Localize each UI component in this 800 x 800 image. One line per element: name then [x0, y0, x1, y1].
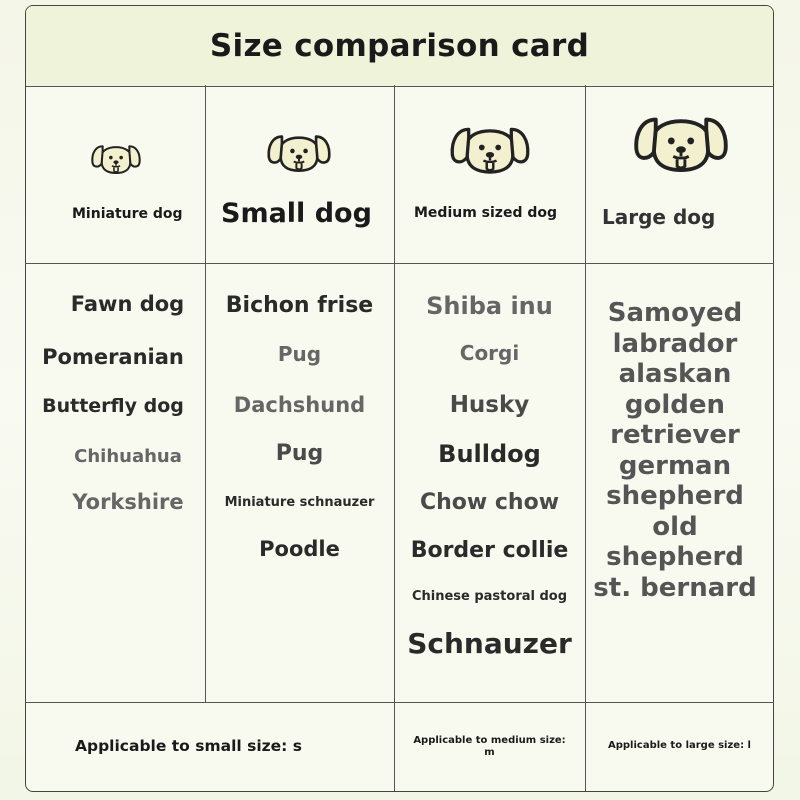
breed-item: Bichon frise [225, 293, 374, 318]
dog-face-icon [449, 116, 531, 174]
footer-medium-size-line2: m [484, 747, 495, 758]
row-divider [25, 702, 774, 703]
breed-item: Pug [277, 342, 322, 366]
column-header-medium: Medium sized dog [414, 205, 558, 221]
breed-item: labrador [612, 328, 738, 359]
breed-item: Butterfly dog [42, 395, 184, 417]
column-divider [394, 85, 395, 791]
breed-item: golden [624, 389, 726, 420]
breed-item: Dachshund [233, 393, 366, 417]
column-divider [585, 85, 586, 791]
breed-item: Shiba inu [426, 292, 553, 320]
large-breed-list [587, 298, 763, 603]
breed-item: Chihuahua [74, 446, 182, 467]
breed-item: alaskan [618, 359, 732, 389]
footer-medium-size-line1: Applicable to medium size: [413, 735, 566, 746]
breed-item: Bulldog [438, 440, 541, 468]
breed-item: Chow chow [419, 490, 560, 515]
breed-item: Poodle [259, 537, 340, 561]
breed-item: old [652, 511, 698, 542]
breed-item: Yorkshire [72, 490, 184, 514]
breed-item: Schnauzer [407, 627, 572, 660]
breed-item: st. bernard [593, 572, 757, 603]
breed-item: Pomeranian [42, 345, 184, 369]
dog-face-icon [90, 138, 142, 174]
breed-item: Chinese pastoral dog [411, 589, 568, 604]
breed-item: Pug [275, 441, 324, 466]
breed-item: retriever [610, 420, 740, 450]
breed-item: Husky [449, 392, 530, 418]
breed-item: shepherd [606, 542, 744, 572]
card-title: Size comparison card [209, 28, 590, 64]
row-divider [25, 263, 774, 264]
column-header-large: Large dog [602, 205, 716, 229]
breed-item: german [618, 450, 732, 481]
breed-item: Corgi [459, 341, 520, 365]
footer-medium-size [394, 735, 585, 759]
breed-item: shepherd [606, 481, 744, 511]
breed-item: Miniature schnauzer [224, 495, 375, 510]
dog-face-icon [632, 104, 730, 172]
footer-large-size: Applicable to large size: l [608, 740, 751, 751]
dog-face-icon [266, 126, 332, 172]
title-bar [26, 6, 773, 87]
footer-small-size: Applicable to small size: s [75, 737, 302, 755]
breed-item: Fawn dog [70, 292, 185, 316]
column-header-small: Small dog [221, 198, 372, 229]
breed-item: Border collie [410, 538, 569, 563]
breed-item: Samoyed [607, 298, 743, 328]
column-header-miniature: Miniature dog [72, 206, 183, 222]
